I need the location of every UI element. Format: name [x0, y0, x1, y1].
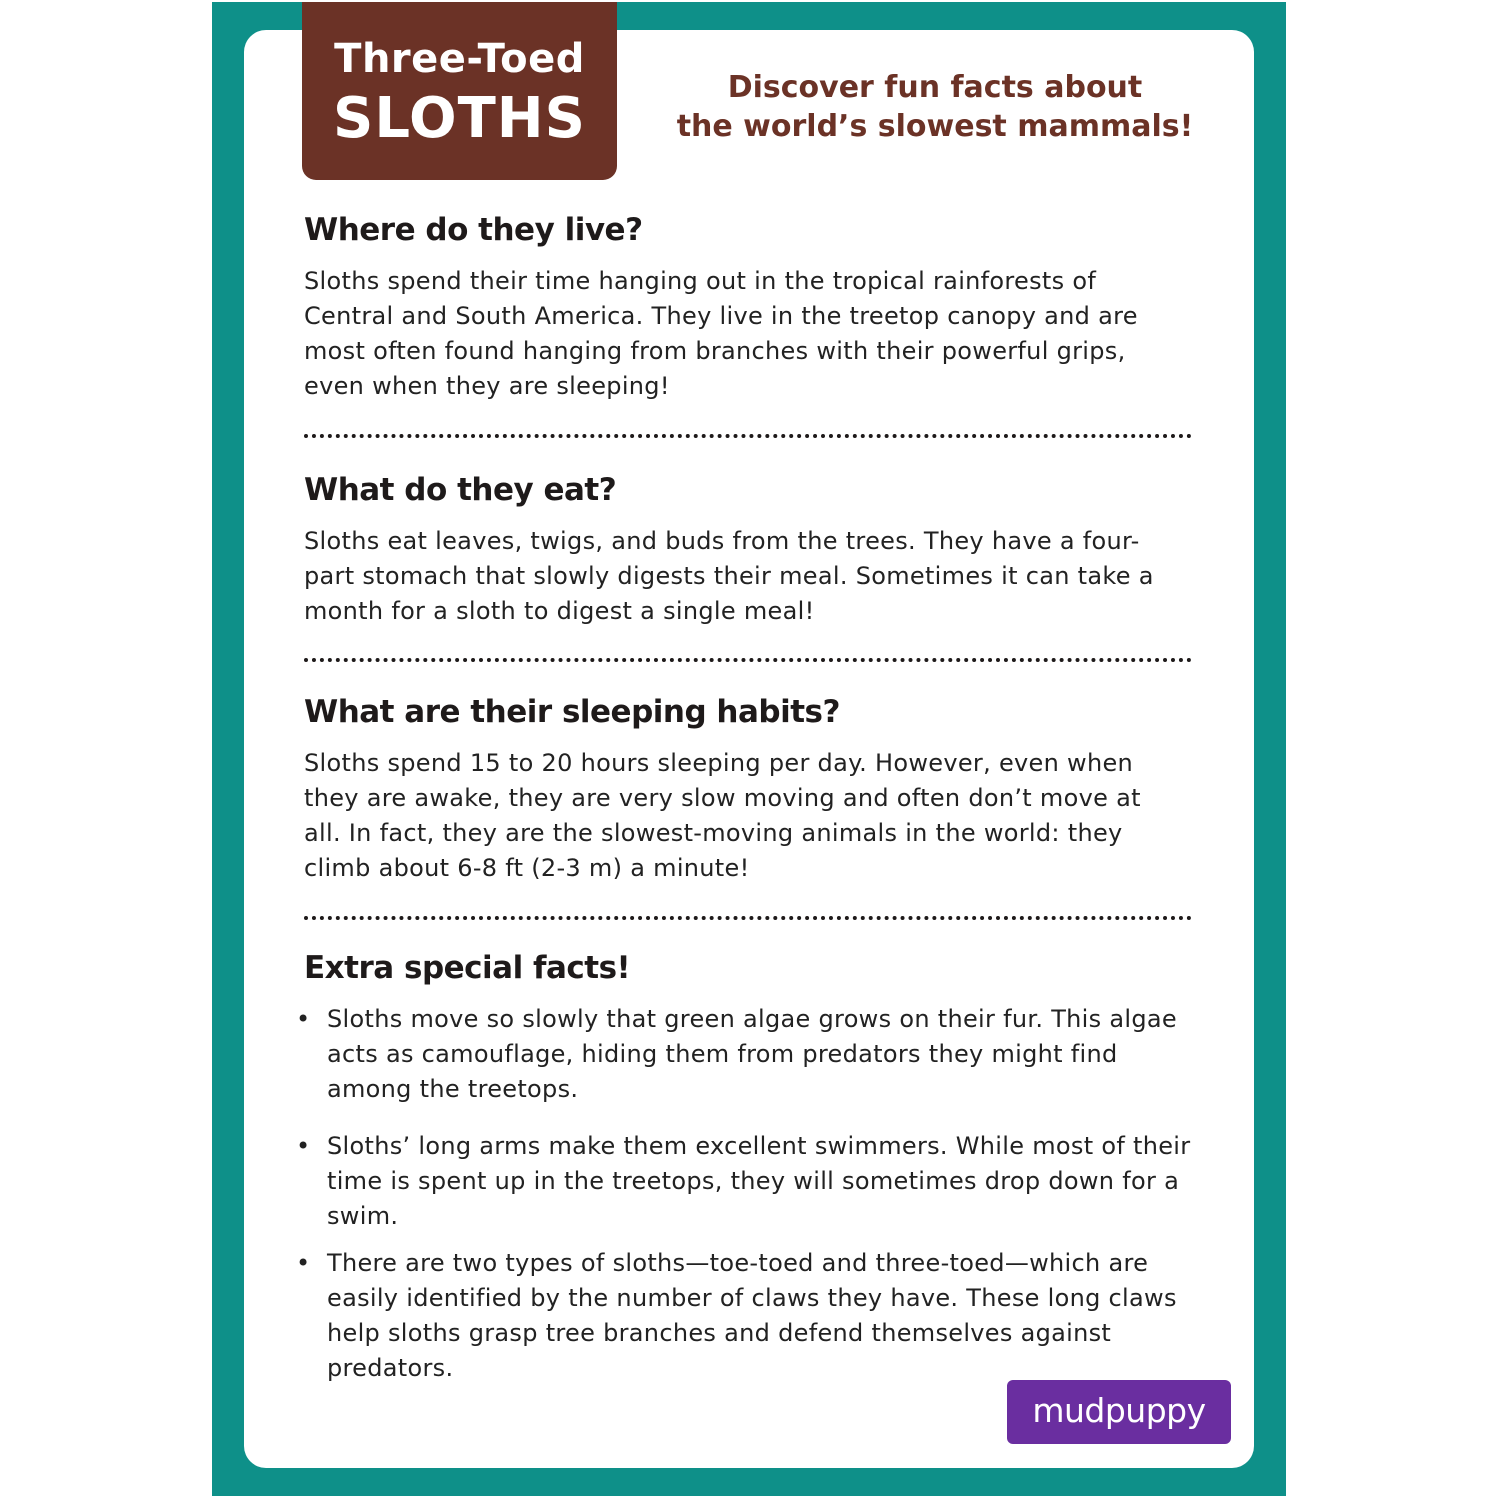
- section-heading-habitat: Where do they live?: [304, 212, 643, 248]
- dotted-divider: [304, 434, 1192, 438]
- section-body-diet: Sloths eat leaves, twigs, and buds from the trees. They have a four-part stomach that slowly digests their meal. Sometimes it can take a month for a sloth to digest a single meal!: [304, 527, 1154, 625]
- extra-facts-heading: Extra special facts!: [304, 950, 631, 986]
- tagline-line-1: Discover fun facts about: [727, 70, 1143, 105]
- dotted-divider: [304, 916, 1192, 920]
- section-body-sleep: Sloths spend 15 to 20 hours sleeping per day. However, even when they are awake, they are very slow moving and often don’t move at all. In fact, they are the slowest-moving animals in the world: they climb about 6-8 ft (2-3 m) a minute!: [304, 749, 1141, 882]
- title-tab: [302, 2, 617, 180]
- tagline: [670, 68, 1200, 146]
- list-item: • Sloths move so slowly that green algae grows on their fur. This algae acts as camouflage, hiding them from predators they might find among the treetops.: [296, 1002, 1196, 1107]
- list-item: • Sloths’ long arms make them excellent swimmers. While most of their time is spent up in the treetops, they will sometimes drop down for a swim.: [296, 1129, 1196, 1234]
- title-line-2: SLOTHS: [332, 86, 587, 151]
- list-item: • There are two types of sloths—toe-toed and three-toed—which are easily identified by the number of claws they have. These long claws help sloths grasp tree branches and defend themselves against predators.: [296, 1246, 1196, 1386]
- title-line-1: Three-Toed: [334, 36, 585, 82]
- dotted-divider: [304, 658, 1192, 662]
- section-heading-sleep: What are their sleeping habits?: [304, 694, 840, 730]
- section-body-habitat: Sloths spend their time hanging out in the tropical rainforests of Central and South America. They live in the treetop canopy and are most often found hanging from branches with their powerful grips, even when they are sleeping!: [304, 267, 1138, 400]
- extra-facts-list: [296, 1002, 1196, 1386]
- tagline-line-2: the world’s slowest mammals!: [676, 109, 1194, 144]
- section-heading-diet: What do they eat?: [304, 472, 617, 508]
- mudpuppy-logo: mudpuppy: [1007, 1380, 1231, 1444]
